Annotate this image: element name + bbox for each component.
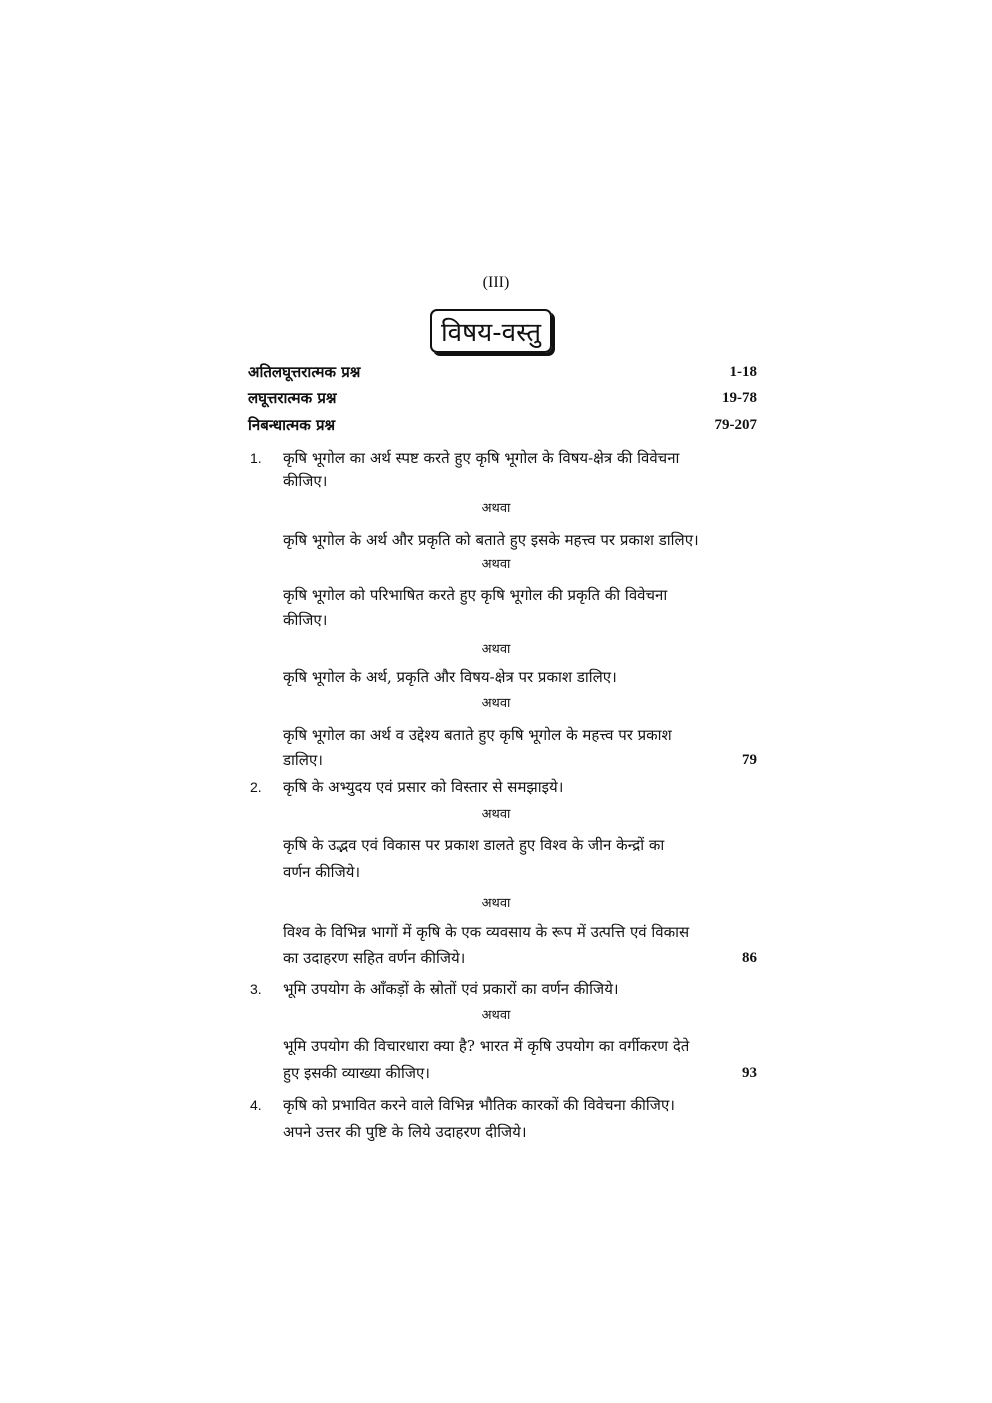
section-label: लघूत्तरात्मक प्रश्न bbox=[248, 389, 337, 407]
question-line: कीजिए। bbox=[283, 472, 328, 490]
question-number: 3. bbox=[250, 981, 262, 997]
or-separator: अथवा bbox=[481, 1008, 511, 1023]
section-label: अतिलघूत्तरात्मक प्रश्न bbox=[248, 363, 361, 381]
or-separator: अथवा bbox=[481, 696, 511, 711]
question-number: 1. bbox=[250, 450, 262, 466]
or-separator: अथवा bbox=[481, 501, 511, 516]
question-line: कृषि के उद्भव एवं विकास पर प्रकाश डालते हुए विश्व के जीन केन्द्रों का bbox=[283, 836, 665, 854]
question-number: 4. bbox=[250, 1097, 262, 1113]
question-line: कृषि भूगोल का अर्थ स्पष्ट करते हुए कृषि भूगोल के विषय-क्षेत्र की विवेचना bbox=[283, 449, 680, 467]
question-line: अपने उत्तर की पुष्टि के लिये उदाहरण दीजिये। bbox=[283, 1123, 527, 1141]
page-ref: 93 bbox=[742, 1065, 757, 1081]
question-line: कृषि भूगोल को परिभाषित करते हुए कृषि भूगोल की प्रकृति की विवेचना bbox=[283, 586, 668, 604]
page-ref: 79 bbox=[742, 752, 757, 768]
or-separator: अथवा bbox=[481, 642, 511, 657]
question-line: वर्णन कीजिये। bbox=[283, 863, 361, 881]
page-title: विषय-वस्तु bbox=[430, 309, 552, 353]
section-pages: 79-207 bbox=[714, 417, 757, 433]
question-line: कीजिए। bbox=[283, 611, 328, 629]
question-line: कृषि को प्रभावित करने वाले विभिन्न भौतिक कारकों की विवेचना कीजिए। bbox=[283, 1096, 675, 1114]
question-line: कृषि भूगोल का अर्थ व उद्देश्य बताते हुए कृषि भूगोल के महत्त्व पर प्रकाश bbox=[283, 726, 672, 744]
section-label: निबन्धात्मक प्रश्न bbox=[248, 416, 336, 434]
question-number: 2. bbox=[250, 779, 262, 795]
question-line: का उदाहरण सहित वर्णन कीजिये। bbox=[283, 949, 466, 967]
question-line: विश्व के विभिन्न भागों में कृषि के एक व्यवसाय के रूप में उत्पत्ति एवं विकास bbox=[283, 923, 690, 941]
question-line: हुए इसकी व्याख्या कीजिए। bbox=[283, 1064, 430, 1082]
page-number: (III) bbox=[482, 274, 510, 291]
question-line: भूमि उपयोग के आँकड़ों के स्रोतों एवं प्रकारों का वर्णन कीजिये। bbox=[283, 980, 619, 998]
or-separator: अथवा bbox=[481, 557, 511, 572]
or-separator: अथवा bbox=[481, 896, 511, 911]
section-pages: 19-78 bbox=[722, 390, 757, 406]
question-line: कृषि के अभ्युदय एवं प्रसार को विस्तार से समझाइये। bbox=[283, 778, 564, 796]
or-separator: अथवा bbox=[481, 807, 511, 822]
question-line: कृषि भूगोल के अर्थ और प्रकृति को बताते हुए इसके महत्त्व पर प्रकाश डालिए। bbox=[283, 531, 699, 549]
question-line: भूमि उपयोग की विचारधारा क्या है? भारत में कृषि उपयोग का वर्गीकरण देते bbox=[283, 1037, 690, 1055]
section-pages: 1-18 bbox=[729, 364, 757, 380]
page-ref: 86 bbox=[742, 950, 757, 966]
question-line: कृषि भूगोल के अर्थ, प्रकृति और विषय-क्षेत्र पर प्रकाश डालिए। bbox=[283, 668, 617, 686]
question-line: डालिए। bbox=[283, 751, 323, 769]
